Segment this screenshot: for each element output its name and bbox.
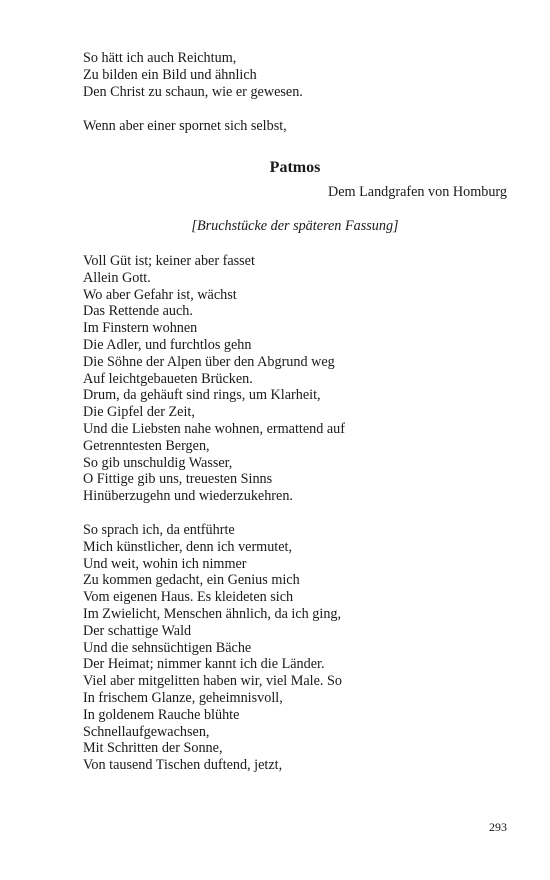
page-number: 293 <box>489 820 507 834</box>
verse-line: Und die Liebsten nahe wohnen, ermattend auf <box>83 420 345 437</box>
verse-line: Den Christ zu schaun, wie er gewesen. <box>83 83 303 100</box>
verse-line: Das Rettende auch. <box>83 303 193 320</box>
verse-line: Vom eigenen Haus. Es kleideten sich <box>83 589 294 606</box>
verse-line: Der Heimat; nimmer kannt ich die Länder. <box>83 656 325 673</box>
verse-line: In frischem Glanze, geheimnisvoll, <box>83 689 283 706</box>
verse-line: Voll Güt ist; keiner aber fasset <box>83 253 255 269</box>
verse-line: O Fittige gib uns, treuesten Sinns <box>83 471 273 488</box>
poem-stanza-1 <box>83 253 513 505</box>
verse-line: Auf leichtgebaueten Brücken. <box>83 370 253 387</box>
verse-line: Im Zwielicht, Menschen ähnlich, da ich ging, <box>83 605 342 622</box>
verse-line: Zu kommen gedacht, ein Genius mich <box>83 572 300 589</box>
verse-line: Mich künstlicher, denn ich vermutet, <box>83 538 293 555</box>
verse-line: Und die sehnsüchtigen Bäche <box>83 639 252 656</box>
verse-line: So sprach ich, da entführte <box>83 522 235 538</box>
verse-line: Mit Schritten der Sonne, <box>83 740 223 757</box>
poem-dedication: Dem Landgrafen von Homburg <box>327 184 507 200</box>
verse-line: Hinüberzugehn und wiederzukehren. <box>83 488 293 505</box>
verse-line: Der schattige Wald <box>83 622 192 639</box>
verse-line: Schnellaufgewachsen, <box>83 723 210 740</box>
poem-title: Patmos <box>269 159 321 176</box>
verse-line: Zu bilden ein Bild und ähnlich <box>83 66 257 83</box>
verse-line: Die Söhne der Alpen über den Abgrund weg <box>83 353 335 370</box>
verse-line: Die Adler, und furchtlos gehn <box>83 336 252 353</box>
verse-line: Wo aber Gefahr ist, wächst <box>83 286 237 303</box>
verse-line: Drum, da gehäuft sind rings, um Klarheit, <box>83 387 321 404</box>
verse-line: Getrenntesten Bergen, <box>83 437 210 454</box>
previous-poem-fragment <box>83 118 513 135</box>
verse-line: Von tausend Tischen duftend, jetzt, <box>83 757 283 774</box>
verse-line: Im Finstern wohnen <box>83 320 198 337</box>
verse-line: Und weit, wohin ich nimmer <box>83 555 247 572</box>
version-note: [Bruchstücke der späteren Fassung] <box>191 218 399 234</box>
verse-line: So hätt ich auch Reichtum, <box>83 50 237 66</box>
verse-line: Die Gipfel der Zeit, <box>83 404 195 421</box>
previous-poem-stanza <box>83 50 513 100</box>
poem-stanza-2 <box>83 522 513 774</box>
verse-line: Viel aber mitgelitten haben wir, viel Male. So <box>83 673 343 690</box>
verse-line: In goldenem Rauche blühte <box>83 706 240 723</box>
verse-line: Wenn aber einer spornet sich selbst, <box>83 118 287 134</box>
verse-line: So gib unschuldig Wasser, <box>83 454 233 471</box>
verse-line: Allein Gott. <box>83 269 151 286</box>
